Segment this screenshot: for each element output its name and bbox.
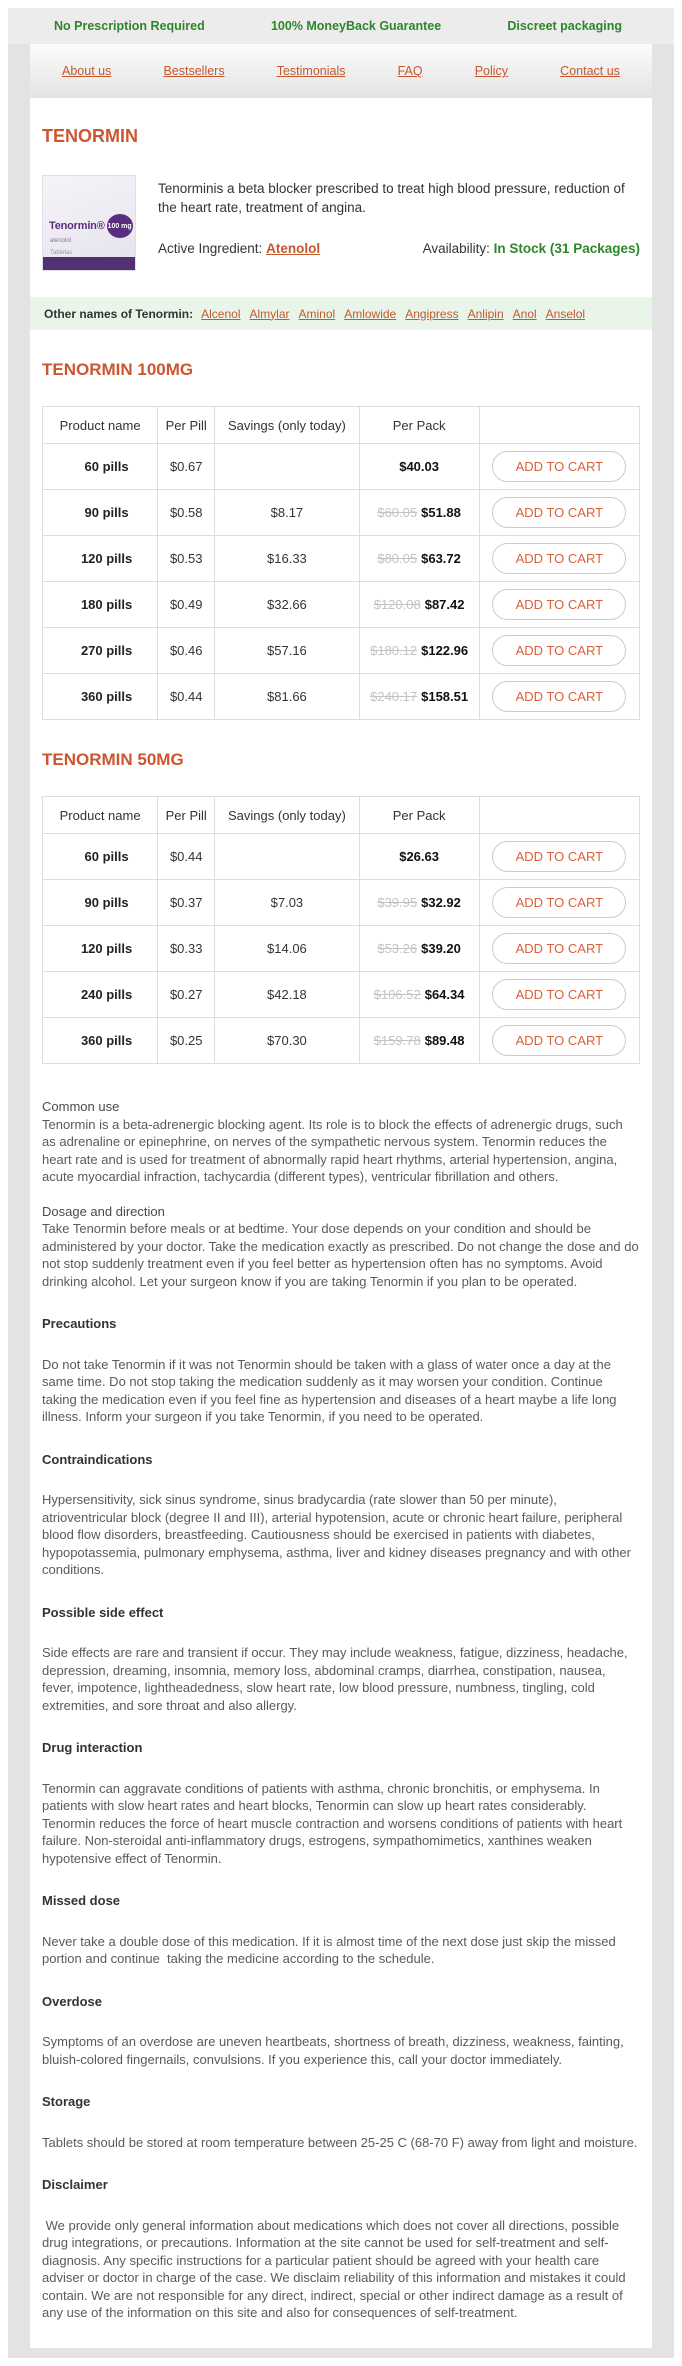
product-info <box>158 175 640 271</box>
per-pack-cell <box>359 926 479 972</box>
table-row <box>43 834 640 880</box>
product-image-dose-badge: 100 mg <box>107 214 133 238</box>
other-name-link-aminol[interactable]: Aminol <box>298 306 336 321</box>
col-header-per-pack: Per Pack <box>359 797 479 834</box>
per-pack-cell <box>359 490 479 536</box>
add-to-cart-button[interactable]: ADD TO CART <box>492 451 626 482</box>
drug-info-sections <box>42 1098 643 2322</box>
per-pill-cell: $0.33 <box>158 926 215 972</box>
other-name-link-alcenol[interactable]: Alcenol <box>201 306 241 321</box>
promo-bar <box>8 8 674 44</box>
pack-price: $87.42 <box>424 597 465 612</box>
col-header-savings: Savings (only today) <box>215 797 359 834</box>
pack-old-price: $106.52 <box>373 987 421 1002</box>
add-to-cart-button[interactable]: ADD TO CART <box>492 589 626 620</box>
nav-link-bestsellers[interactable]: Bestsellers <box>163 64 225 78</box>
table-row <box>43 674 640 720</box>
section-text-common-use: Tenormin is a beta-adrenergic blocking agent. Its role is to block the effects of adrenergic drugs, such as adrenaline or epinephrine, on nerves of the sympathetic nervous system. Tenormin reduces the heart rate and is used for treatment of abnormally rapid heart rhythms, arterial hypertension, angina, acute myocardial infraction, tachycardia (different types), ventricular fibrillation and others. <box>42 1116 627 1184</box>
per-pack-cell <box>359 972 479 1018</box>
other-name-link-angipress[interactable]: Angipress <box>405 306 459 321</box>
promo-no-prescription: No Prescription Required <box>54 19 205 33</box>
section-heading-dosage: Dosage and direction <box>42 1203 165 1219</box>
per-pack-cell <box>359 582 479 628</box>
pack-price: $26.63 <box>399 849 439 864</box>
add-to-cart-button[interactable]: ADD TO CART <box>492 841 626 872</box>
section-text-contraindications: Hypersensitivity, sick sinus syndrome, sinus bradycardia (rate slower than 50 per minute), atrioventricular block (degree II and III), arterial hypotension, acute or chronic heart failure, peripheral blood flow disorders, breastfeeding. Cautiousness should be exercised in patients with diabetes, hypopotassemia, pulmonary emphysema, asthma, liver and kidney diseases pregnancy and with other conditions. <box>42 1492 635 1577</box>
add-to-cart-button[interactable]: ADD TO CART <box>492 497 626 528</box>
per-pack-cell <box>359 444 479 490</box>
product-name-cell: 360 pills <box>43 1018 158 1064</box>
section-text-precautions: Do not take Tenormin if it was not Tenormin should be taken with a glass of water once a day at the same time. Do not stop taking the medication suddenly as it may worsen your condition. Continue taking the medication even if you feel fine as hypertension and diseases of a heart maybe a life long illness. Inform your surgeon if you take Tenormin, if you need to be operated. <box>42 1356 621 1424</box>
nav-link-about[interactable]: About us <box>62 64 112 78</box>
add-to-cart-button[interactable]: ADD TO CART <box>492 635 626 666</box>
per-pill-cell: $0.25 <box>158 1018 215 1064</box>
table-row <box>43 582 640 628</box>
pack-old-price: $120.08 <box>373 597 421 612</box>
other-name-link-anlipin[interactable]: Anlipin <box>467 306 504 321</box>
section-heading-contraindications: Contraindications <box>42 1451 153 1467</box>
section-text-missed-dose: Never take a double dose of this medication. If it is almost time of the next dose just skip the missed portion and continue taking the medicine according to the schedule. <box>42 1933 620 1966</box>
table-row <box>43 628 640 674</box>
per-pill-cell: $0.44 <box>158 834 215 880</box>
savings-cell <box>215 444 359 490</box>
per-pill-cell: $0.44 <box>158 674 215 720</box>
product-name-cell: 180 pills <box>43 582 158 628</box>
table-header-row <box>43 407 640 444</box>
savings-cell: $42.18 <box>215 972 359 1018</box>
nav-link-contact[interactable]: Contact us <box>560 64 620 78</box>
savings-cell: $32.66 <box>215 582 359 628</box>
product-name-cell: 120 pills <box>43 926 158 972</box>
active-ingredient <box>158 241 320 256</box>
per-pill-cell: $0.53 <box>158 536 215 582</box>
product-summary <box>42 175 640 271</box>
product-name-cell: 120 pills <box>43 536 158 582</box>
pack-price: $32.92 <box>421 895 461 910</box>
product-name-cell: 60 pills <box>43 444 158 490</box>
section-heading-missed-dose: Missed dose <box>42 1893 121 1908</box>
active-ingredient-link[interactable]: Atenolol <box>266 241 321 256</box>
col-header-product-name: Product name <box>43 407 158 444</box>
price-table-50mg <box>42 796 640 1064</box>
savings-cell: $14.06 <box>215 926 359 972</box>
per-pill-cell: $0.27 <box>158 972 215 1018</box>
product-image-ingredient: atenolol <box>50 238 72 244</box>
other-name-link-amlowide[interactable]: Amlowide <box>344 306 397 321</box>
section-heading-storage: Storage <box>42 2094 91 2109</box>
section-heading-drug-interaction: Drug interaction <box>42 1740 143 1755</box>
col-header-per-pill: Per Pill <box>158 407 215 444</box>
nav-link-policy[interactable]: Policy <box>474 64 509 78</box>
section-title-100mg: TENORMIN 100MG <box>42 360 194 379</box>
promo-discreet: Discreet packaging <box>507 19 622 33</box>
per-pack-cell <box>359 880 479 926</box>
promo-moneyback: 100% MoneyBack Guarantee <box>270 19 442 33</box>
section-text-dosage: Take Tenormin before meals or at bedtime. Your dose depends on your condition and should be administered by your doctor. Take the medication exactly as prescribed. Do not change the dose and do not stop suddenly treatment even if you feel better as hypertension often has no symptoms. Avoid drinking alcohol. Let your surgeon know if you are taking Tenormin if you plan to be operated. <box>42 1221 643 1289</box>
col-header-per-pill: Per Pill <box>158 797 215 834</box>
ingredient-availability-row <box>158 241 640 256</box>
table-row <box>43 536 640 582</box>
pack-old-price: $60.05 <box>377 505 418 520</box>
active-ingredient-label: Active Ingredient: <box>158 241 263 256</box>
table-row <box>43 1018 640 1064</box>
nav-link-faq[interactable]: FAQ <box>397 64 423 78</box>
table-row <box>43 926 640 972</box>
per-pack-cell <box>359 536 479 582</box>
product-description: Tenorminis a beta blocker prescribed to treat high blood pressure, reduction of the heart rate, treatment of angina. <box>158 181 625 215</box>
per-pack-cell <box>359 1018 479 1064</box>
section-text-disclaimer: We provide only general information about medications which does not cover all directions, possible drug integrations, or precautions. Information at the site cannot be used for self-treatment and self-diagnosis. Any specific instructions for a particular patient should be agreed with your health care adviser or doctor in charge of the case. We disclaim reliability of this information and mistakes it could contain. We are not responsible for any direct, indirect, special or other indirect damage as a result of any use of the information on this site and also for consequences of self-treatment. <box>42 2217 630 2320</box>
add-to-cart-button[interactable]: ADD TO CART <box>492 887 626 918</box>
savings-cell: $81.66 <box>215 674 359 720</box>
product-image-form: Tabletas <box>50 250 73 256</box>
product-image-brandline <box>49 214 133 238</box>
other-name-link-almylar[interactable]: Almylar <box>249 306 290 321</box>
product-name-cell: 90 pills <box>43 880 158 926</box>
per-pack-cell <box>359 834 479 880</box>
pack-price: $40.03 <box>399 459 439 474</box>
pack-price: $51.88 <box>421 505 461 520</box>
section-heading-disclaimer: Disclaimer <box>42 2177 108 2192</box>
table-row <box>43 880 640 926</box>
product-name-cell: 60 pills <box>43 834 158 880</box>
per-pack-cell <box>359 674 479 720</box>
pack-old-price: $159.78 <box>373 1033 421 1048</box>
product-image-brand: Tenormin® <box>49 220 105 232</box>
pack-old-price: $180.12 <box>370 643 418 658</box>
main-nav <box>30 44 652 98</box>
savings-cell: $7.03 <box>215 880 359 926</box>
other-names-bar <box>30 297 652 330</box>
col-header-savings: Savings (only today) <box>215 407 359 444</box>
pack-price: $158.51 <box>421 689 469 704</box>
pack-price: $122.96 <box>421 643 469 658</box>
pack-price: $64.34 <box>424 987 465 1002</box>
per-pill-cell: $0.67 <box>158 444 215 490</box>
page-background <box>8 8 674 2358</box>
per-pill-cell: $0.49 <box>158 582 215 628</box>
section-heading-common-use: Common use <box>42 1099 120 1114</box>
pack-price: $39.20 <box>421 941 461 956</box>
pack-old-price: $80.05 <box>377 551 418 566</box>
product-name-cell: 270 pills <box>43 628 158 674</box>
other-names-label: Other names of Tenormin: <box>44 306 194 321</box>
product-name-cell: 240 pills <box>43 972 158 1018</box>
add-to-cart-button[interactable]: ADD TO CART <box>492 681 626 712</box>
pack-price: $89.48 <box>424 1033 465 1048</box>
availability-status: In Stock (31 Packages) <box>493 241 640 256</box>
table-header-row <box>43 797 640 834</box>
section-text-side-effect: Side effects are rare and transient if occur. They may include weakness, fatigue, dizziness, headache, depression, dreaming, insomnia, memory loss, abdominal cramps, diarrhea, constipation, nausea, fever, impotence, lightheadedness, slow heart rate, low blood pressure, numbness, tingling, cold extremities, and sore throat and also allergy. <box>42 1645 632 1713</box>
section-heading-precautions: Precautions <box>42 1316 117 1331</box>
savings-cell <box>215 834 359 880</box>
section-text-storage: Tablets should be stored at room temperature between 25-25 C (68-70 F) away from light and moisture. <box>42 2134 638 2150</box>
section-heading-side-effect: Possible side effect <box>42 1604 164 1620</box>
add-to-cart-button[interactable]: ADD TO CART <box>492 933 626 964</box>
col-header-action <box>479 407 639 444</box>
savings-cell: $70.30 <box>215 1018 359 1064</box>
col-header-product-name: Product name <box>43 797 158 834</box>
table-row <box>43 444 640 490</box>
product-image-bottom-bar <box>43 257 135 270</box>
section-title-50mg: TENORMIN 50MG <box>42 750 184 769</box>
section-heading-overdose: Overdose <box>42 1993 102 2009</box>
col-header-per-pack: Per Pack <box>359 407 479 444</box>
availability <box>423 241 640 256</box>
savings-cell: $16.33 <box>215 536 359 582</box>
pack-old-price: $53.26 <box>377 941 418 956</box>
per-pill-cell: $0.37 <box>158 880 215 926</box>
pack-price: $63.72 <box>421 551 461 566</box>
per-pack-cell <box>359 628 479 674</box>
per-pill-cell: $0.46 <box>158 628 215 674</box>
savings-cell: $57.16 <box>215 628 359 674</box>
price-table-100mg <box>42 406 640 720</box>
add-to-cart-button[interactable]: ADD TO CART <box>492 1025 626 1056</box>
other-name-link-anol[interactable]: Anol <box>512 306 537 321</box>
table-row <box>43 490 640 536</box>
pack-old-price: $39.95 <box>377 895 418 910</box>
product-name-cell: 90 pills <box>43 490 158 536</box>
section-text-overdose: Symptoms of an overdose are uneven heartbeats, shortness of breath, dizziness, weakness, fainting, bluish-colored fingernails, convulsions. If you experience this, call your doctor immediately. <box>42 2034 628 2067</box>
savings-cell: $8.17 <box>215 490 359 536</box>
availability-label: Availability: <box>422 241 490 256</box>
content-area <box>30 98 652 2348</box>
product-name-cell: 360 pills <box>43 674 158 720</box>
col-header-action <box>479 797 639 834</box>
nav-link-testimonials[interactable]: Testimonials <box>276 64 346 78</box>
section-text-drug-interaction: Tenormin can aggravate conditions of patients with asthma, chronic bronchitis, or emphysema. In patients with slow heart rates and heart blocks, Tenormin can slow up heart rates considerably. Tenormin reduces the force of heart muscle contraction and worsens conditions of patients with heart failure. Non-steroidal anti-inflammatory drugs, estrogens, sympathomimetics, xanthines weaken hypotensive effect of Tenormin. <box>42 1780 626 1866</box>
page-title: TENORMIN <box>42 126 138 146</box>
add-to-cart-button[interactable]: ADD TO CART <box>492 979 626 1010</box>
product-image <box>42 175 136 271</box>
add-to-cart-button[interactable]: ADD TO CART <box>492 543 626 574</box>
table-row <box>43 972 640 1018</box>
nav-wrapper <box>8 44 674 98</box>
pack-old-price: $240.17 <box>370 689 418 704</box>
other-name-link-anselol[interactable]: Anselol <box>545 306 586 321</box>
per-pill-cell: $0.58 <box>158 490 215 536</box>
